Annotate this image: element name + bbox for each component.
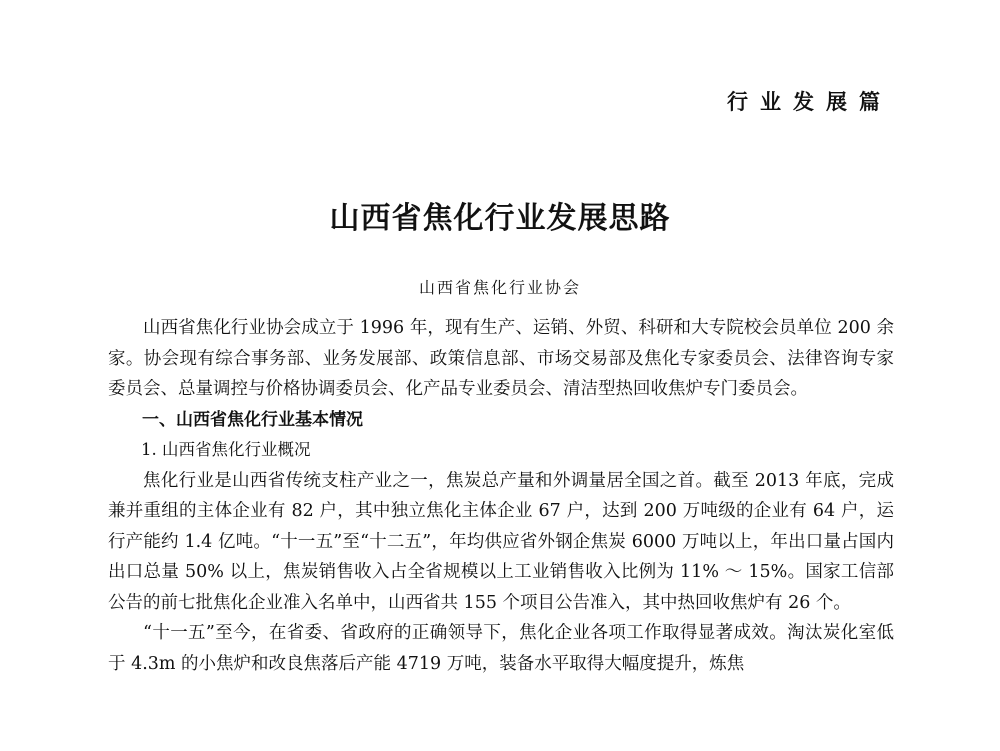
body-paragraph-1: 焦化行业是山西省传统支柱产业之一，焦炭总产量和外调量居全国之首。截至 2013 年底，完成兼并重组的主体企业有 82 户，其中独立焦化主体企业 67 户，达到 200 万吨级的企业有 64 户，运行产能约 1.4 亿吨。“十一五”至“十二五”，年均供应省外钢企焦炭 6000 万吨以上，年出口量占国内出口总量 50% 以上，焦炭销售收入占全省规模以上工业销售收入比例为 11% ～ 15%。国家工信部公告的前七批焦化企业准入名单中，山西省共 155 个项目公告准入，其中热回收焦炉有 26 个。 <box>108 470 894 613</box>
intro-paragraph: 山西省焦化行业协会成立于 1996 年，现有生产、运销、外贸、科研和大专院校会员单位 200 余家。协会现有综合事务部、业务发展部、政策信息部、市场交易部及焦化专家委员会、法律咨询专家委员会、总量调控与价格协调委员会、化产品专业委员会、清洁型热回收焦炉专门委员会。 <box>108 318 894 399</box>
article-title: 山西省焦化行业发展思路 <box>329 201 671 236</box>
subsection-heading: 1. 山西省焦化行业概况 <box>141 440 311 459</box>
body-paragraph-2: “十一五”至今，在省委、省政府的正确领导下，焦化企业各项工作取得显著成效。淘汰炭化室低于 4.3m 的小焦炉和改良焦落后产能 4719 万吨，装备水平取得大幅度提升，炼焦 <box>108 623 894 674</box>
running-header: 行业发展篇 <box>727 90 892 114</box>
article-author: 山西省焦化行业协会 <box>418 278 581 297</box>
article-body <box>108 313 894 679</box>
section-heading: 一、山西省焦化行业基本情况 <box>142 409 363 430</box>
